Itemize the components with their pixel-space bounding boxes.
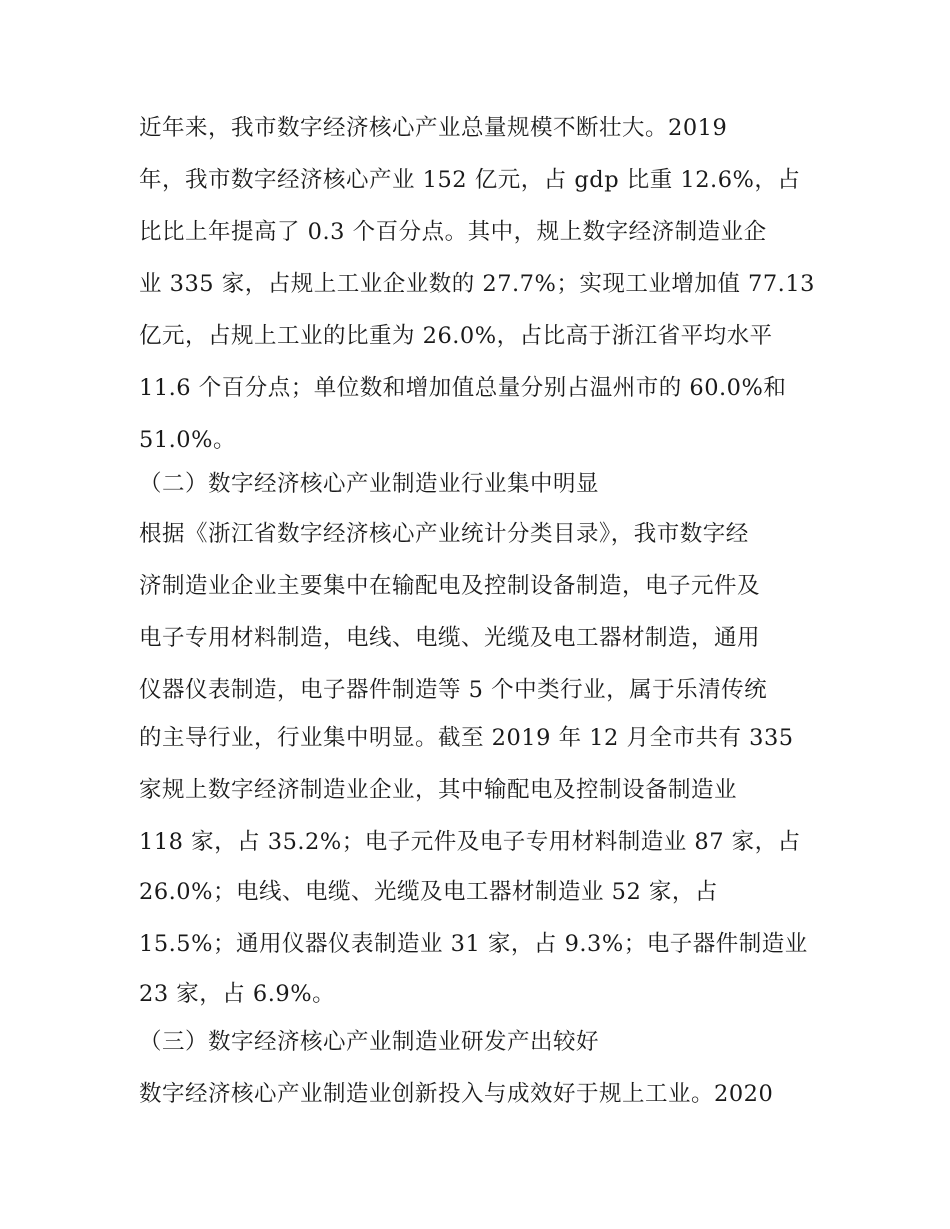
paragraph-line: 仪器仪表制造，电子器件制造等 5 个中类行业，属于乐清传统 [139, 677, 768, 703]
paragraph-line: 年，我市数字经济核心产业 152 亿元，占 gdp 比重 12.6%，占 [139, 167, 801, 193]
paragraph-line: 的主导行业，行业集中明显。截至 2019 年 12 月全市共有 335 [139, 725, 794, 751]
paragraph-line: 根据《浙江省数字经济核心产业统计分类目录》，我市数字经 [139, 521, 749, 547]
section-heading: （三）数字经济核心产业制造业研发产出较好 [139, 1029, 600, 1055]
section-heading: （二）数字经济核心产业制造业行业集中明显 [139, 471, 600, 497]
paragraph-line: 亿元，占规上工业的比重为 26.0%，占比高于浙江省平均水平 [139, 323, 773, 349]
paragraph-line: 家规上数字经济制造业企业，其中输配电及控制设备制造业 [139, 777, 738, 803]
paragraph-line: 51.0%。 [139, 427, 236, 453]
paragraph-line: 23 家，占 6.9%。 [139, 981, 336, 1007]
paragraph-line: 比比上年提高了 0.3 个百分点。其中，规上数字经济制造业企 [139, 219, 767, 245]
paragraph-line: 济制造业企业主要集中在输配电及控制设备制造，电子元件及 [139, 573, 761, 599]
paragraph-line: 业 335 家，占规上工业企业数的 27.7%；实现工业增加值 77.13 [139, 271, 815, 297]
paragraph-line: 电子专用材料制造，电线、电缆、光缆及电工器材制造，通用 [139, 625, 761, 651]
paragraph-line: 11.6 个百分点；单位数和增加值总量分别占温州市的 60.0%和 [139, 375, 787, 401]
paragraph-line: 118 家，占 35.2%；电子元件及电子专用材料制造业 87 家，占 [139, 829, 801, 855]
paragraph-line: 近年来，我市数字经济核心产业总量规模不断壮大。2019 [139, 115, 728, 141]
paragraph-line: 数字经济核心产业制造业创新投入与成效好于规上工业。2020 [139, 1081, 774, 1107]
paragraph-line: 15.5%；通用仪器仪表制造业 31 家，占 9.3%；电子器件制造业 [139, 931, 808, 957]
paragraph-line: 26.0%；电线、电缆、光缆及电工器材制造业 52 家，占 [139, 879, 718, 905]
